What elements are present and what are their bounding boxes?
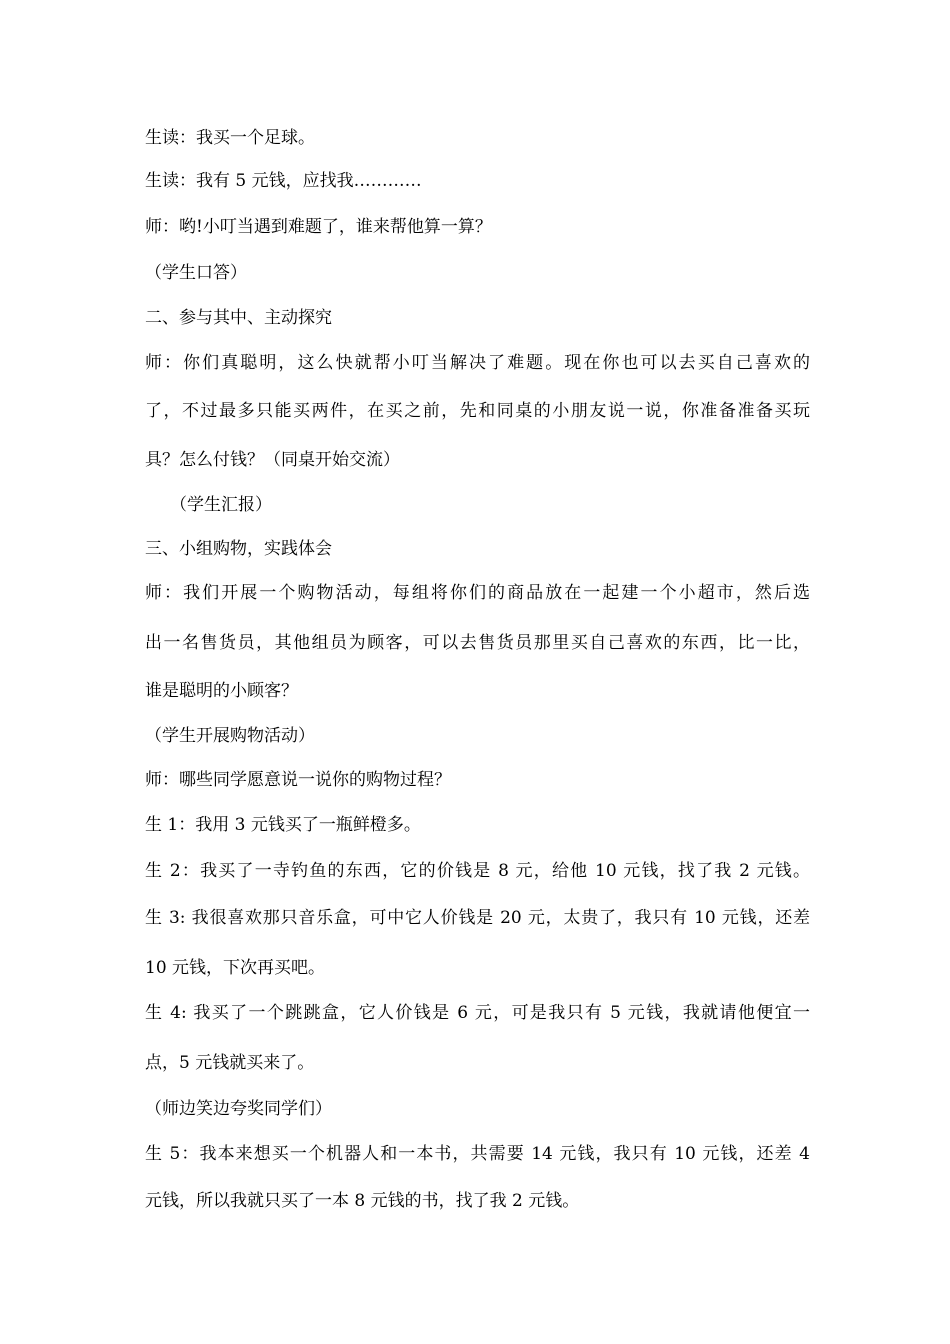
line-student-4: 生 4: 我买了一个跳跳盒，它人价钱是 6 元，可是我只有 5 元钱，我就请他便宜一: [145, 1003, 810, 1023]
paragraph-line: 具？怎么付钱？（同桌开始交流）: [145, 450, 400, 470]
section-heading-3: 三、小组购物，实践体会: [145, 539, 332, 559]
line-shopping-activity-note: （学生开展购物活动）: [145, 726, 315, 746]
paragraph-line: 了，不过最多只能买两件，在买之前，先和同桌的小朋友说一说，你准备准备买玩: [145, 401, 810, 421]
line-student-report-note: （学生汇报）: [170, 495, 272, 515]
line-teacher-praise-note: （师边笑边夸奖同学们）: [145, 1099, 332, 1119]
line-student-5: 生 5：我本来想买一个机器人和一本书，共需要 14 元钱，我只有 10 元钱，还差 4: [145, 1144, 810, 1164]
line-student-2: 生 2：我买了一寺钓鱼的东西，它的价钱是 8 元，给他 10 元钱，找了我 2 元钱。: [145, 861, 810, 881]
paragraph-line: 谁是聪明的小顾客？: [145, 681, 298, 701]
paragraph-line: 10 元钱，下次再买吧。: [145, 958, 326, 978]
paragraph-line: 出一名售货员，其他组员为顾客，可以去售货员那里买自己喜欢的东西，比一比，: [145, 633, 810, 653]
paragraph-line: 师：你们真聪明，这么快就帮小叮当解决了难题。现在你也可以去买自己喜欢的: [145, 353, 810, 373]
line-student-reading-2: 生读：我有 5 元钱，应找我…………: [145, 171, 422, 191]
section-heading-2: 二、参与其中、主动探究: [145, 308, 332, 328]
line-student-reading-1: 生读：我买一个足球。: [145, 128, 315, 148]
line-student-1: 生 1：我用 3 元钱买了一瓶鲜橙多。: [145, 815, 421, 835]
paragraph-line: 元钱，所以我就只买了一本 8 元钱的书，找了我 2 元钱。: [145, 1191, 580, 1211]
paragraph-line: 点，5 元钱就买来了。: [145, 1053, 315, 1073]
line-teacher-question: 师：哟!小叮当遇到难题了，谁来帮他算一算？: [145, 217, 492, 237]
line-student-answer-note: （学生口答）: [145, 263, 247, 283]
paragraph-line: 师：我们开展一个购物活动，每组将你们的商品放在一起建一个小超市，然后选: [145, 583, 810, 603]
line-teacher-prompt: 师：哪些同学愿意说一说你的购物过程？: [145, 770, 451, 790]
line-student-3: 生 3: 我很喜欢那只音乐盒，可中它人价钱是 20 元，太贵了，我只有 10 元钱，还差: [145, 908, 810, 928]
